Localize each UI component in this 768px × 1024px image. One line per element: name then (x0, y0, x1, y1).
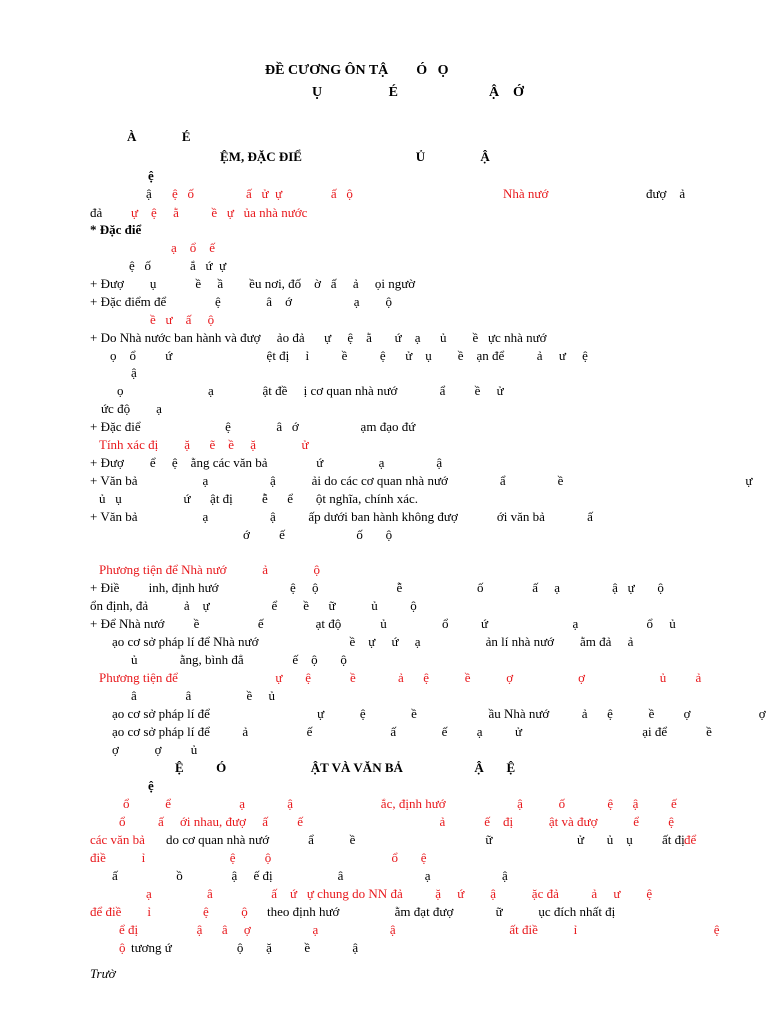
title-line-2: Ụ É Ậ Ớ (312, 85, 524, 100)
subheading-fragment: ệ (148, 168, 154, 183)
text-line: theo định hướ ằm đạt đượ ữ ục đích nhất đị (267, 904, 616, 919)
text-line: ể đị ậ â ợ ạ ậ ất điề ỉ ệ (119, 922, 720, 937)
text-line: ổ ể ạ ậ ắc, định hướ ậ ố ệ ậ ế (123, 796, 677, 811)
text-line: Phương tiện để ự ệ ề ả ệ ề ợ ợ ủ ả (99, 670, 702, 685)
text-line: ủ ụ ứ ật đị ễ ể ột nghĩa, chính xác. (99, 491, 418, 506)
text-line: + Văn bả ạ ậ ấp dưới ban hành không đượ ới văn bả ấ (90, 509, 593, 524)
text-line: ề ư ấ ộ (150, 312, 215, 327)
section-heading-1: À É (127, 129, 191, 144)
text-line: điề ỉ ệ ộ ổ ệ (90, 850, 427, 865)
text-line: ạo cơ sở pháp lí để ả ế ấ ế ạ ử ại để ề (112, 724, 712, 739)
text-line: ạ â ấ ứ ự chung do NN đả ặ ứ ậ ặc đả ả ư ệ (146, 886, 653, 901)
text-line: tương ứ ộ ặ ề ậ (131, 940, 359, 955)
text-line: ậ (131, 365, 137, 380)
text-line: để điề ỉ ệ ộ (90, 904, 248, 919)
text-line: Phương tiện để Nhà nướ ả ộ (99, 562, 321, 577)
text-line: ớ ế ố ộ (243, 527, 393, 542)
text-line: + Đượ ể ệ ằng các văn bả ứ ạ ậ (90, 455, 443, 470)
text-line: + Do Nhà nước ban hành và đượ ảo đả ự ệ ằ ứ ạ ủ ề ực nhà nướ (90, 330, 547, 345)
text-line: Tính xác đị ặ ẽ ề ặ ử (99, 437, 309, 452)
text-line: ộ (119, 940, 126, 955)
title-line-1: ĐỀ CƯƠNG ÔN TẬ Ó Ọ (265, 63, 449, 78)
subheading-fragment: ệ (148, 778, 154, 793)
text-line: + Điề inh, định hướ ệ ộ ễ ố ấ ạ ậ ự ộ (90, 580, 664, 595)
text-line: ạo cơ sở pháp lí để Nhà nướ ề ự ứ ạ ản lí nhà nướ ằm đả ả (112, 634, 634, 649)
section-heading-2: Ệ Ó ẬT VÀ VĂN BẢ Ậ Ệ (175, 760, 516, 775)
text-line: â â ề ủ (131, 688, 276, 703)
text-line: ấ ồ ậ ế đị â ạ ậ (112, 868, 508, 883)
text-line: Nhà nướ (503, 186, 549, 201)
text-line: ủ ằng, bình đẳ ế ộ ộ (131, 652, 347, 667)
text-line: + Đặc điểm để ệ â ớ ạ ộ (90, 294, 392, 309)
text-line: đượ ả (646, 186, 686, 201)
text-line: để (684, 832, 697, 847)
text-line: ọ ạ ật đề ị cơ quan nhà nướ ẩ ề ử (117, 383, 504, 398)
text-line: ổ ấ ới nhau, đượ ấ ế ả ế đị ật và đượ ể ệ (119, 814, 675, 829)
text-line: + Để Nhà nướ ề ế ạt độ ủ ổ ứ ạ ổ ủ (90, 616, 676, 631)
text-line: ổn định, đả ả ự ể ề ữ ủ ộ (90, 598, 417, 613)
text-line: các văn bả (90, 832, 145, 847)
text-line: ạo cơ sở pháp lí để ự ệ ề ầu Nhà nướ ả ệ ề ợ ợ (112, 706, 766, 721)
text-line: ọ ổ ứ ệt đị ỉ ề ệ ử ụ ề ạn để ả ư ệ (110, 348, 588, 363)
text-line: đả (90, 205, 103, 220)
text-line: ạ ổ ế (171, 240, 216, 255)
text-line: ợ ợ ủ (112, 742, 198, 757)
feature-heading: * Đặc điể (90, 222, 142, 237)
text-line: + Văn bả ạ ậ ải do các cơ quan nhà nướ ẩ ề ự (90, 473, 753, 488)
text-line: ức độ ạ (101, 401, 162, 416)
text-line: ệ ố ấ ử ự ấ ộ (172, 186, 353, 201)
page-footer: Trườ (90, 966, 116, 981)
text-line: do cơ quan nhà nướ ẩ ề ữ ử ủ ụ ất đị (166, 832, 685, 847)
text-line: ậ (146, 186, 152, 201)
section-subheading-1: ỆM, ĐẶC ĐIỂ Ủ Ậ (220, 149, 490, 164)
text-line: + Đượ ụ ề ầ ều nơi, đố ờ ấ ả ọi ngườ (90, 276, 416, 291)
text-line: ự ệ ằ ề ự ủa nhà nước (131, 205, 308, 220)
text-line: + Đặc điể ệ â ớ ạm đạo đứ (90, 419, 416, 434)
text-line: ệ ố ắ ứ ự (129, 258, 227, 273)
